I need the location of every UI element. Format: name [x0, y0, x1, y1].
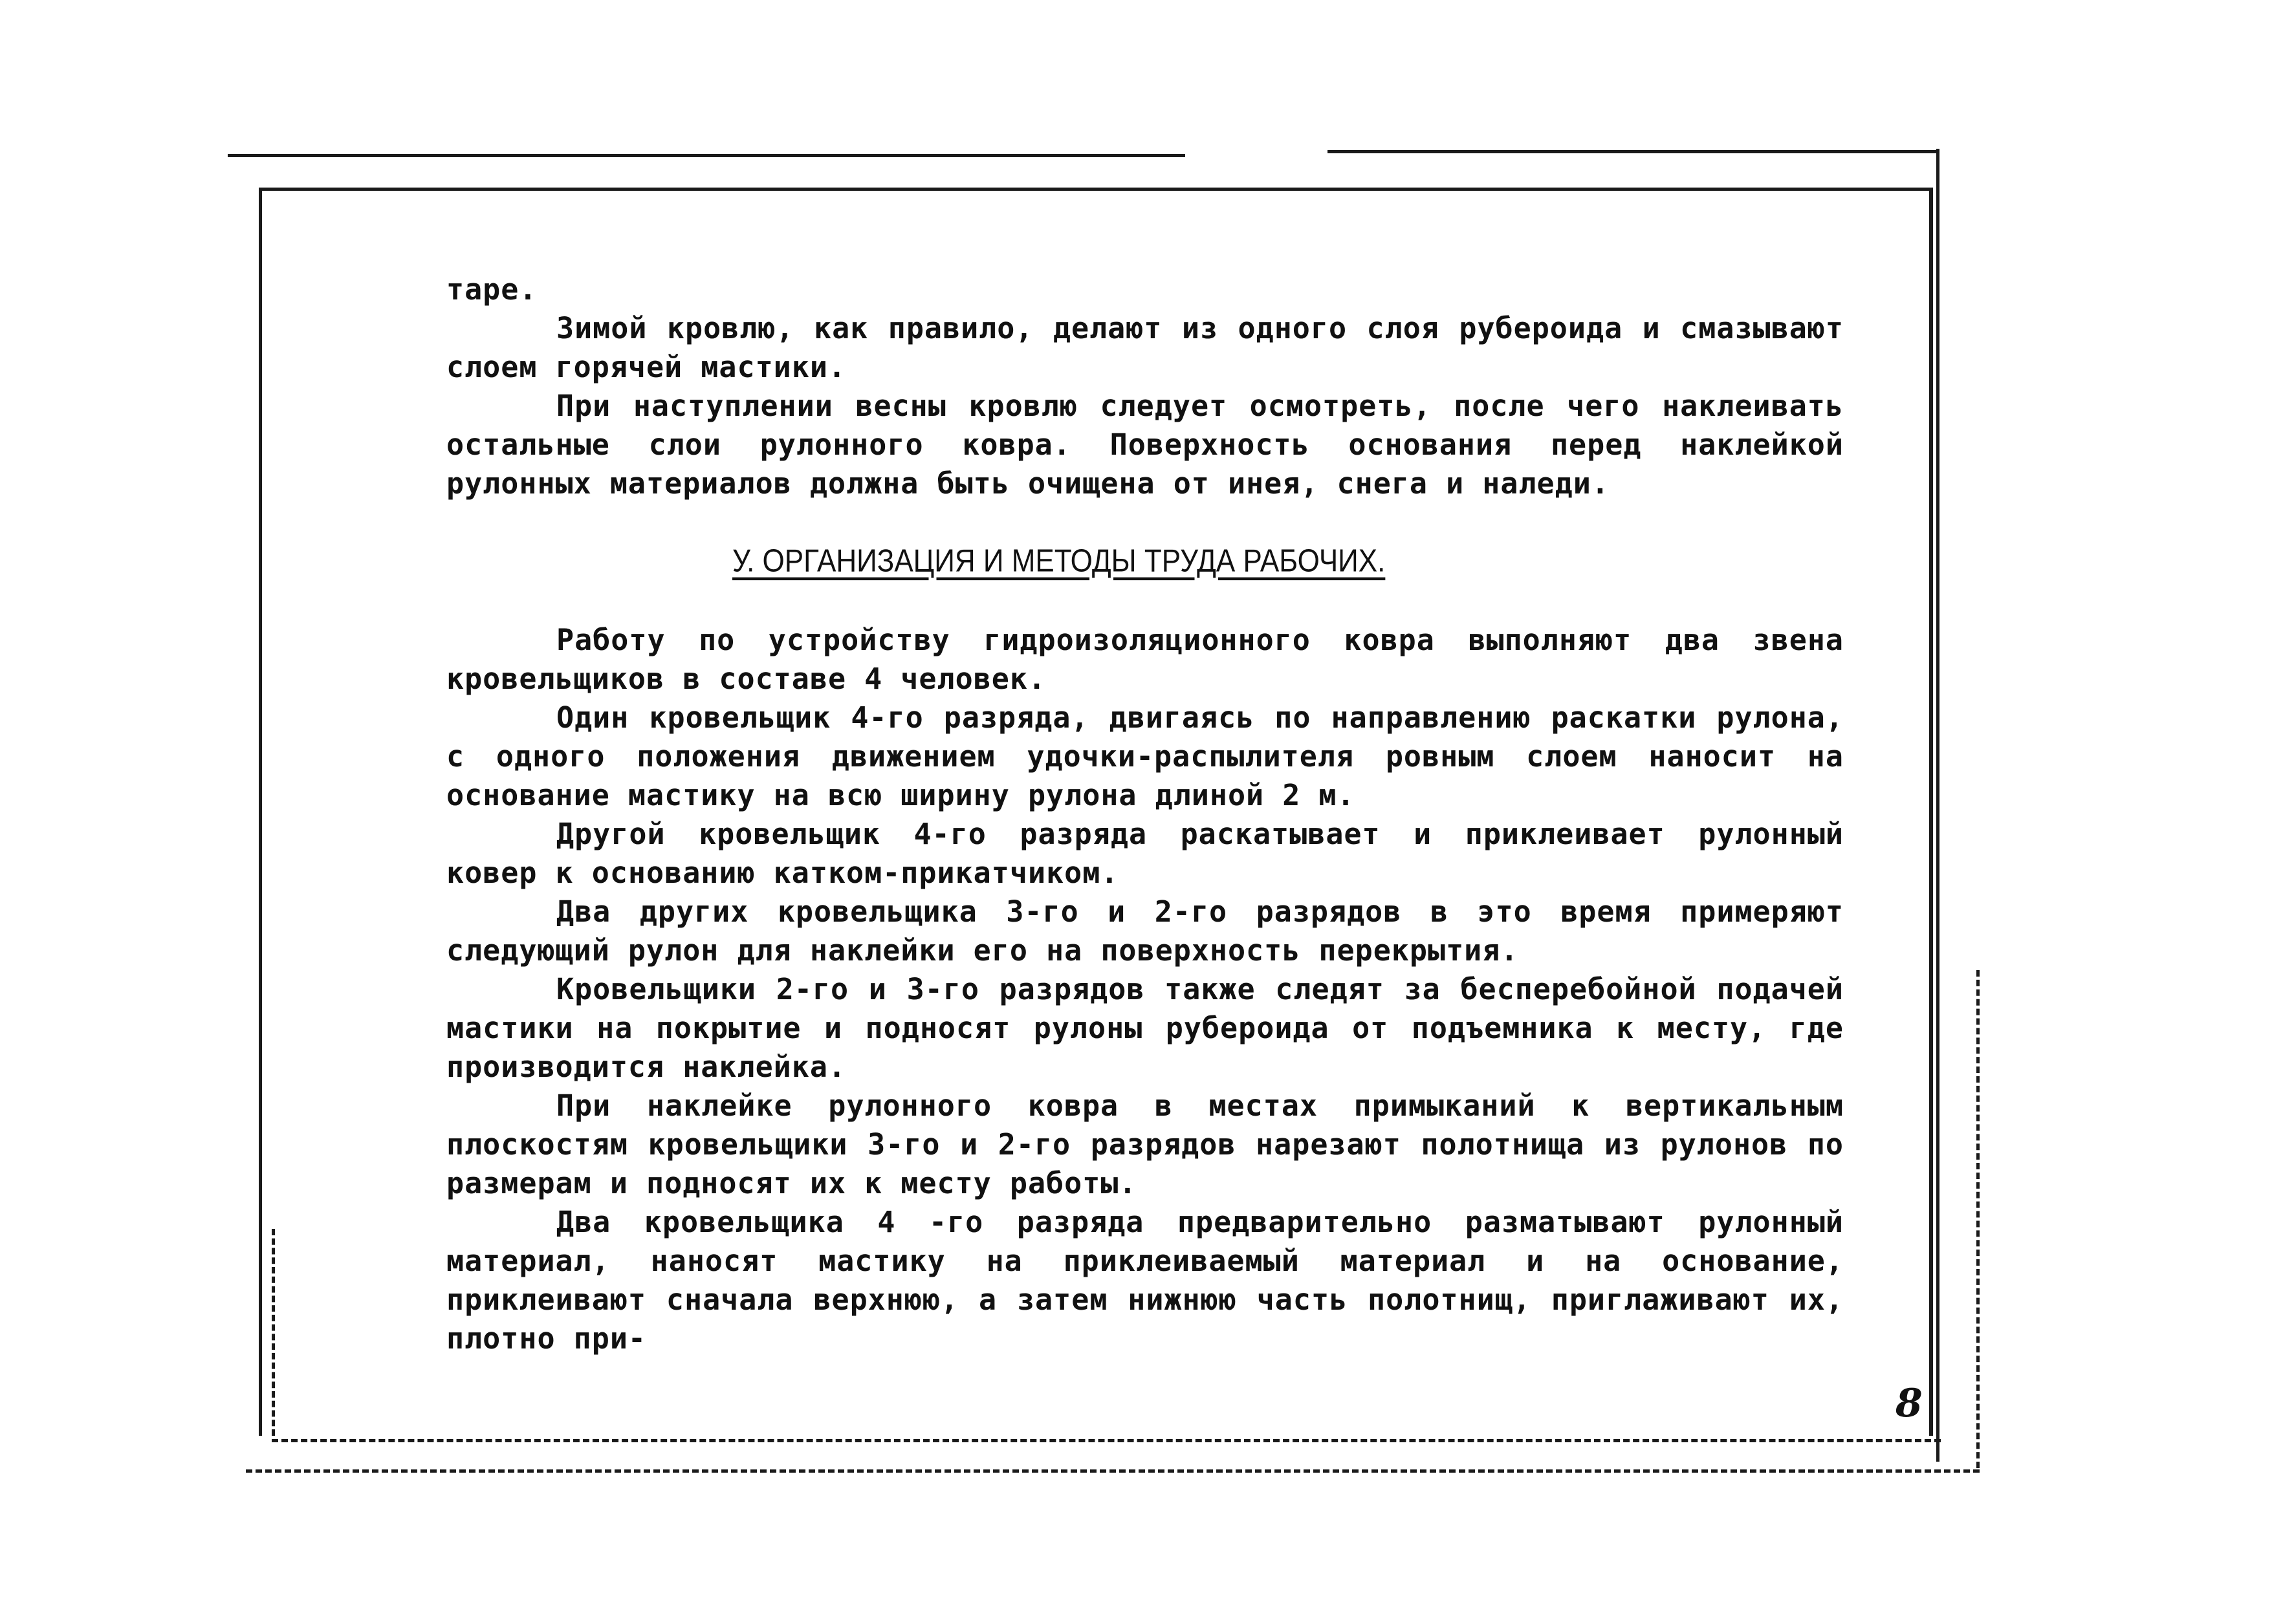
paragraph: Работу по устройству гидроизоляционного ковра выполняют два звена кровельщиков в составе 4 человек.: [446, 623, 1844, 696]
paragraph: Два других кровельщика 3-го и 2-го разрядов в это время примеряют следующий рулон для наклейки его на поверхность перекрытия.: [446, 894, 1844, 968]
right-border-line-far: [1976, 970, 1980, 1468]
top-border-line-left: [228, 154, 1185, 157]
paragraph: Зимой кровлю, как правило, делают из одного слоя рубероида и смазывают слоем горячей мастики.: [446, 311, 1844, 384]
paragraph: таре.: [446, 272, 538, 307]
paragraph: Другой кровельщик 4-го разряда раскатывает и приклеивает рулонный ковер к основанию катком-прикатчиком.: [446, 817, 1844, 890]
paragraph: Два кровельщика 4 -го разряда предварительно разматывают рулонный материал, наносят мастику на приклеиваемый материал и на основание, приклеивают сначала верхнюю, а затем нижнюю часть полотнищ, приглаживают их, плотно при-: [446, 1205, 1844, 1356]
top-border-line-right: [1327, 150, 1939, 153]
paragraph: Кровельщики 2-го и 3-го разрядов также следят за бесперебойной подачей мастики на покрытие и подносят рулоны рубероида от подъемника к месту, где производится наклейка.: [446, 972, 1844, 1084]
bottom-border-line-inner: [272, 1439, 1941, 1442]
left-border-line-inner: [272, 1229, 275, 1436]
page-number: 8: [1895, 1381, 1923, 1426]
document-body: [446, 270, 1844, 1358]
section-heading: У. ОРГАНИЗАЦИЯ И МЕТОДЫ ТРУДА РАБОЧИХ.: [732, 543, 1386, 579]
right-border-line-outer: [1936, 149, 1939, 1462]
bottom-border-line-outer: [246, 1469, 1980, 1473]
paragraph: При наступлении весны кровлю следует осмотреть, после чего наклеивать остальные слои рулонного ковра. Поверхность основания перед наклейкой рулонных материалов должна быть очищена от инея, снега и наледи.: [446, 389, 1844, 501]
paragraph: При наклейке рулонного ковра в местах примыканий к вертикальным плоскостям кровельщики 3-го и 2-го разрядов нарезают полотнища из рулонов по размерам и подносят их к месту работы.: [446, 1088, 1844, 1200]
paragraph: Один кровельщик 4-го разряда, двигаясь по направлению раскатки рулона, с одного положения движением удочки-распылителя ровным слоем наносит на основание мастику на всю ширину рулона длиной 2 м.: [446, 700, 1844, 812]
